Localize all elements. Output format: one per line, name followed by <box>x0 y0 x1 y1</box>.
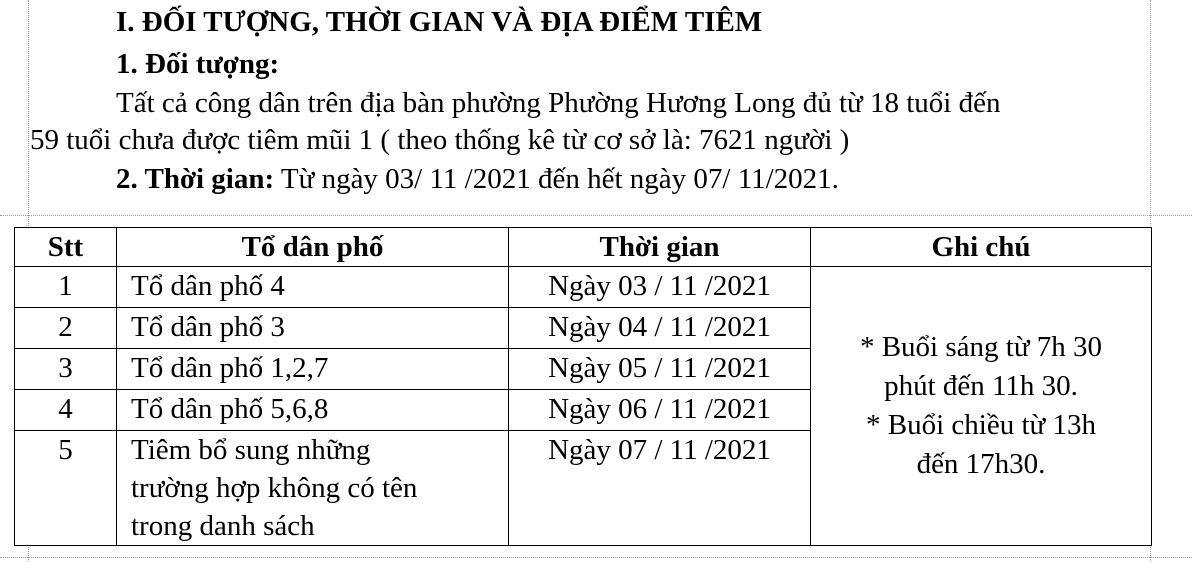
row-to-line: trong danh sách <box>131 510 315 542</box>
header-stt: Stt <box>15 228 117 267</box>
table-header-row <box>15 228 1152 267</box>
note-cell <box>811 267 1152 546</box>
row-to-line: Tiêm bổ sung những <box>131 434 371 466</box>
row-to-dan-pho <box>117 431 509 546</box>
subject-line-2: 59 tuổi chưa được tiêm mũi 1 ( theo thống kê từ cơ sở là: 7621 người ) <box>30 124 850 156</box>
header-thoi-gian: Thời gian <box>509 228 811 267</box>
row-time: Ngày 07 / 11 /2021 <box>509 431 811 546</box>
margin-guide-mid <box>0 215 1192 216</box>
row-to-dan-pho: Tổ dân phố 3 <box>117 308 509 349</box>
section-heading: I. ĐỐI TƯỢNG, THỜI GIAN VÀ ĐỊA ĐIỂM TIÊM <box>116 6 763 38</box>
row-stt: 2 <box>15 308 117 349</box>
time-label: 2. Thời gian: <box>116 163 275 195</box>
row-time: Ngày 03 / 11 /2021 <box>509 267 811 308</box>
time-text: Từ ngày 03/ 11 /2021 đến hết ngày 07/ 11/2021. <box>274 163 839 195</box>
row-to-line: trường hợp không có tên <box>131 472 418 504</box>
note-line: phút đến 11h 30. <box>884 370 1078 402</box>
row-stt: 1 <box>15 267 117 308</box>
row-to-dan-pho: Tổ dân phố 4 <box>117 267 509 308</box>
row-time: Ngày 05 / 11 /2021 <box>509 349 811 390</box>
note-line: đến 17h30. <box>916 448 1046 480</box>
time-paragraph <box>116 161 839 197</box>
header-ghi-chu: Ghi chú <box>811 228 1152 267</box>
row-to-dan-pho: Tổ dân phố 5,6,8 <box>117 390 509 431</box>
row-time: Ngày 06 / 11 /2021 <box>509 390 811 431</box>
row-to-dan-pho: Tổ dân phố 1,2,7 <box>117 349 509 390</box>
row-stt: 4 <box>15 390 117 431</box>
note-line: * Buổi chiều từ 13h <box>866 409 1096 441</box>
note-line: * Buổi sáng từ 7h 30 <box>859 331 1103 363</box>
header-to-dan-pho: Tổ dân phố <box>117 228 509 267</box>
subject-line-1: Tất cả công dân trên địa bàn phường Phường Hương Long đủ từ 18 tuổi đến <box>116 87 1001 119</box>
row-stt: 3 <box>15 349 117 390</box>
table-row <box>15 267 1152 308</box>
row-stt: 5 <box>15 431 117 546</box>
margin-guide-bottom <box>0 557 1192 558</box>
row-time: Ngày 04 / 11 /2021 <box>509 308 811 349</box>
schedule-table <box>14 227 1152 546</box>
subject-title: 1. Đối tượng: <box>116 48 280 80</box>
